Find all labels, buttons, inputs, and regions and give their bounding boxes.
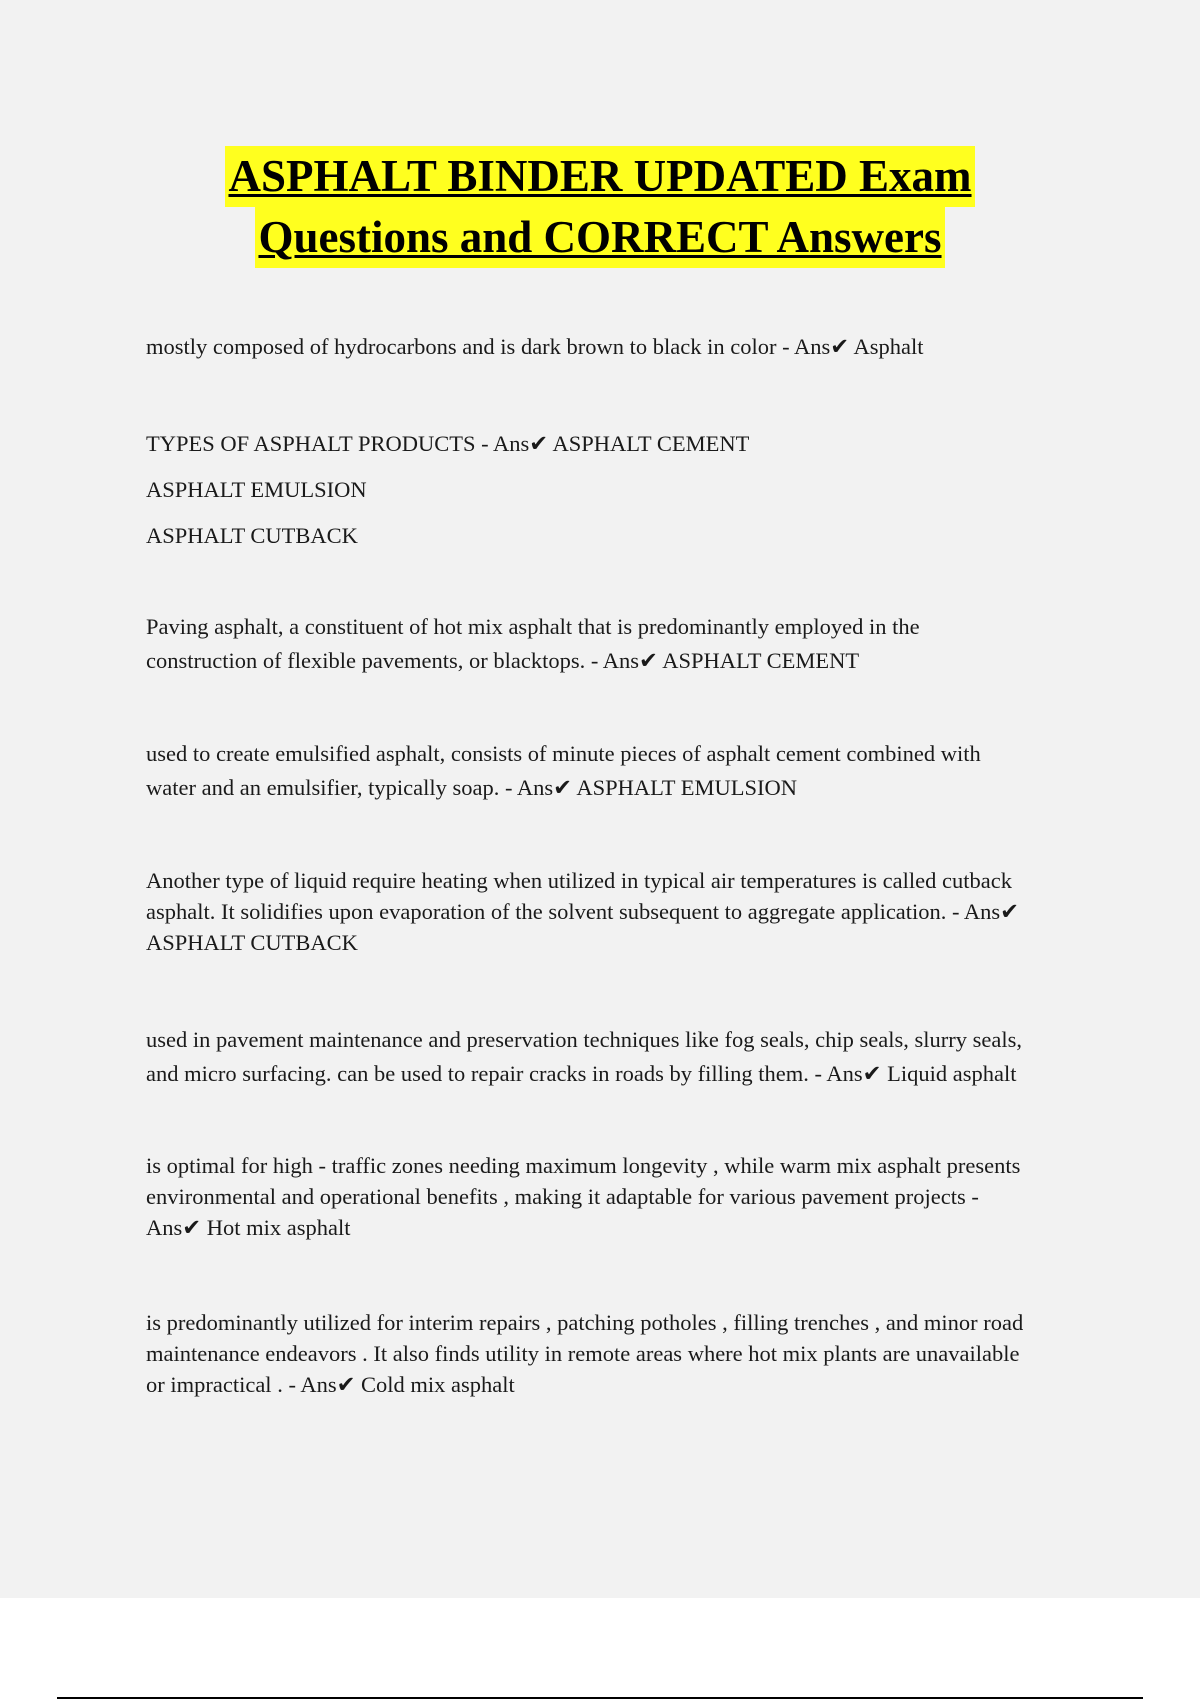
qa-line: used to create emulsified asphalt, consists of minute pieces of asphalt cement combined with [146, 741, 981, 766]
title-line-1: ASPHALT BINDER UPDATED Exam [225, 146, 974, 207]
qa-line: Ans✔ Hot mix asphalt [146, 1215, 351, 1240]
qa-line: ASPHALT CUTBACK [146, 930, 358, 955]
qa-line: water and an emulsifier, typically soap. - Ans✔ ASPHALT EMULSION [146, 775, 798, 800]
footer-divider [57, 1697, 1143, 1699]
qa-line: or impractical . - Ans✔ Cold mix asphalt [146, 1372, 515, 1397]
qa-line: Another type of liquid require heating when utilized in typical air temperatures is called cutback [146, 868, 1012, 893]
qa-item-6 [146, 1023, 1096, 1091]
qa-line: construction of flexible pavements, or blacktops. - Ans✔ ASPHALT CEMENT [146, 648, 860, 673]
qa-line: is optimal for high - traffic zones needing maximum longevity , while warm mix asphalt presents [146, 1153, 1021, 1178]
qa-line: Paving asphalt, a constituent of hot mix asphalt that is predominantly employed in the [146, 614, 920, 639]
qa-line: used in pavement maintenance and preservation techniques like fog seals, chip seals, slurry seals, [146, 1027, 1022, 1052]
qa-item-4 [146, 737, 1096, 805]
qa-line: mostly composed of hydrocarbons and is dark brown to black in color - Ans✔ Asphalt [146, 334, 924, 359]
qa-item-1 [146, 330, 1096, 364]
qa-item-7 [146, 1150, 1096, 1243]
document-title [0, 146, 1200, 268]
qa-line: ASPHALT CUTBACK [146, 523, 358, 548]
qa-line: ASPHALT EMULSION [146, 477, 367, 502]
qa-line: maintenance endeavors . It also finds utility in remote areas where hot mix plants are unavailable [146, 1341, 1020, 1366]
qa-line: is predominantly utilized for interim repairs , patching potholes , filling trenches , and minor road [146, 1310, 1024, 1335]
qa-item-8 [146, 1307, 1096, 1400]
qa-line: TYPES OF ASPHALT PRODUCTS - Ans✔ ASPHALT CEMENT [146, 431, 750, 456]
title-line-2: Questions and CORRECT Answers [255, 207, 944, 268]
qa-line: environmental and operational benefits , making it adaptable for various pavement projects - [146, 1184, 979, 1209]
qa-line: and micro surfacing. can be used to repair cracks in roads by filling them. - Ans✔ Liquid asphalt [146, 1061, 1017, 1086]
qa-item-3 [146, 610, 1096, 678]
qa-item-2 [146, 427, 1096, 553]
qa-item-5 [146, 865, 1096, 958]
qa-line: asphalt. It solidifies upon evaporation of the solvent subsequent to aggregate application. - Ans✔ [146, 899, 1020, 924]
